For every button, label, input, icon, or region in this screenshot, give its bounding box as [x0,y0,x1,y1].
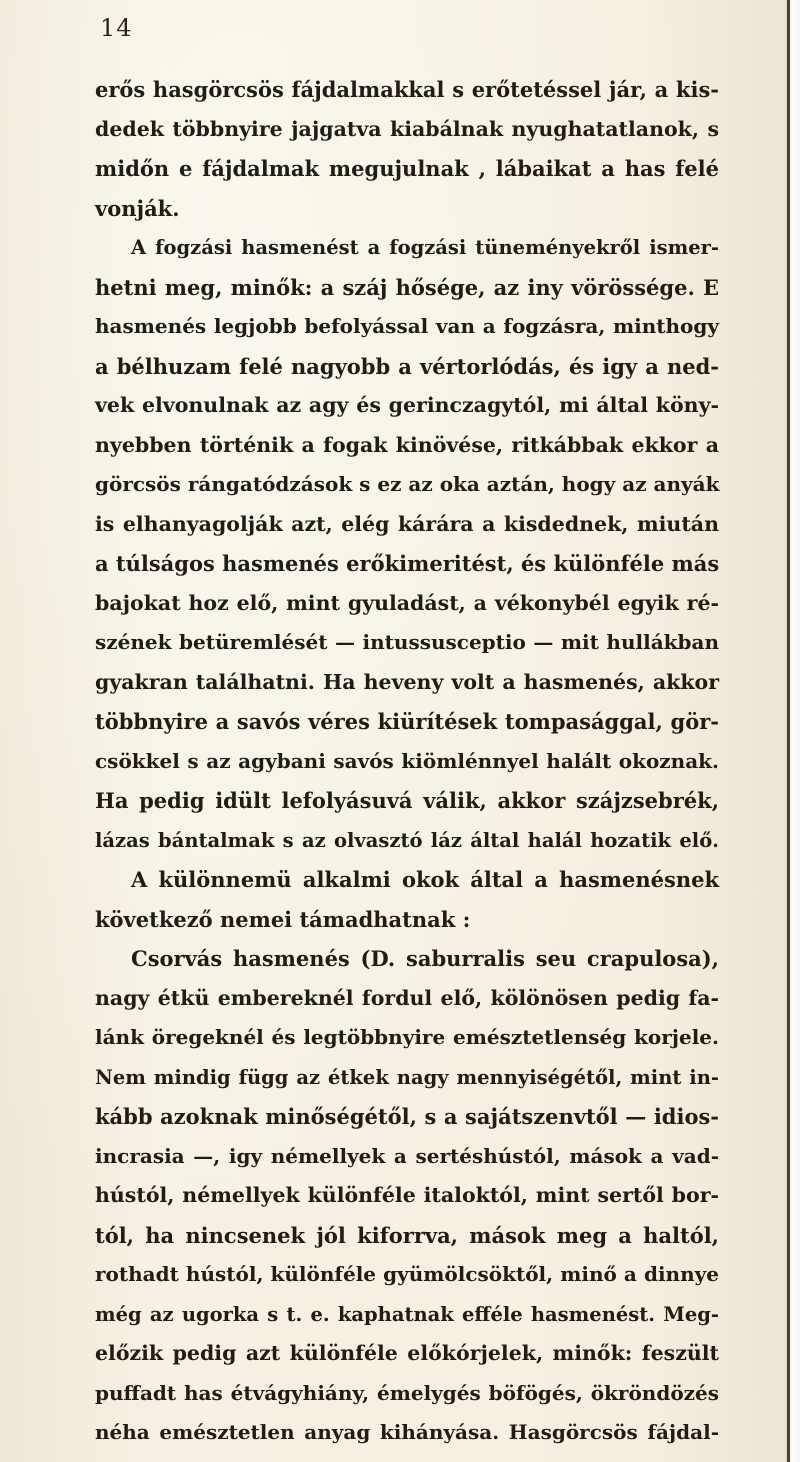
text-line: Ha pedig idült lefolyásuvá válik, akkor szájzsebrék, [95,788,719,813]
text-line: dedek többnyire jajgatva kiabálnak nyughatatlanok, s [95,116,719,141]
text-line: lázas bántalmak s az olvasztó láz által halál hozatik elő. [95,828,719,852]
body-text [95,70,719,1453]
text-line: incrasia —, igy némellyek a sertéshústól, mások a vad- [95,1143,719,1168]
text-line: tól, ha nincsenek jól kiforrva, mások meg a haltól, [95,1222,719,1248]
text-line: néha emésztetlen anyag kihányása. Hasgörcsös fájdal- [95,1420,719,1444]
page-number: 14 [100,14,133,42]
text-line: Csorvás hasmenés (D. saburralis seu crapulosa), [131,946,719,971]
text-line: vonják. [95,195,180,221]
text-line: bajokat hoz elő, mint gyuladást, a vékonybél egyik ré- [95,590,719,615]
text-line: nagy étkü embereknél fordul elő, kölönösen pedig fa- [95,985,719,1010]
text-line: a bélhuzam felé nagyobb a vértorlódás, és igy a ned- [95,353,719,379]
text-line: midőn e fájdalmak megujulnak , lábaikat a has felé [95,156,719,181]
text-line: görcsös rángatódzások s ez az oka aztán, hogy az anyák [95,472,720,496]
text-line: kább azoknak minőségétől, s a sajátszenvtől — idios- [95,1104,719,1129]
text-line: Nem mindig függ az étkek nagy mennyiségétől, mint in- [95,1065,719,1089]
text-line: gyakran találhatni. Ha heveny volt a hasmenés, akkor [95,669,719,694]
binding-rule [787,0,790,1462]
text-line: vek elvonulnak az agy és gerinczagytól, mi által köny- [95,393,719,417]
text-line: nyebben történik a fogak kinövése, ritkábbak ekkor a [95,432,719,457]
text-line: rothadt hústól, különféle gyümölcsöktől, minő a dinnye [95,1262,719,1286]
text-line: erős hasgörcsös fájdalmakkal s erőtetéssel jár, a kis- [95,77,719,102]
text-line: hetni meg, minők: a száj hősége, az iny vörössége. E [95,274,719,300]
text-line: A fogzási hasmenést a fogzási tüneményekről ismer- [131,236,719,259]
text-line: előzik pedig azt különféle előkórjelek, minők: feszült [95,1341,719,1365]
text-line: a túlságos hasmenés erőkimeritést, és különféle más [95,551,720,576]
text-line: is elhanyagolják azt, elég kárára a kisdednek, miután [95,511,719,536]
text-line: hasmenés legjobb befolyással van a fogzásra, minthogy [95,314,719,338]
text-line: puffadt has étvágyhiány, émelygés böfögés, ökröndözés [95,1380,719,1405]
text-line: lánk öregeknél és legtöbbnyire emésztetlenség korjele. [95,1025,719,1049]
text-line: következő nemei támadhatnak : [95,906,471,932]
text-line: még az ugorka s t. e. kaphatnak efféle hasmenést. Meg- [95,1302,719,1326]
text-line: csökkel s az agybani savós kiömlénnyel halált okoznak. [95,748,719,773]
text-line: hústól, némellyek különféle italoktól, mint sertől bor- [95,1183,719,1207]
text-line: szének betüremlését — intussusceptio — mit hullákban [95,630,719,654]
text-line: többnyire a savós véres kiürítések tompasággal, gör- [95,709,719,734]
text-line: A különnemü alkalmi okok által a hasmenésnek [131,867,719,892]
